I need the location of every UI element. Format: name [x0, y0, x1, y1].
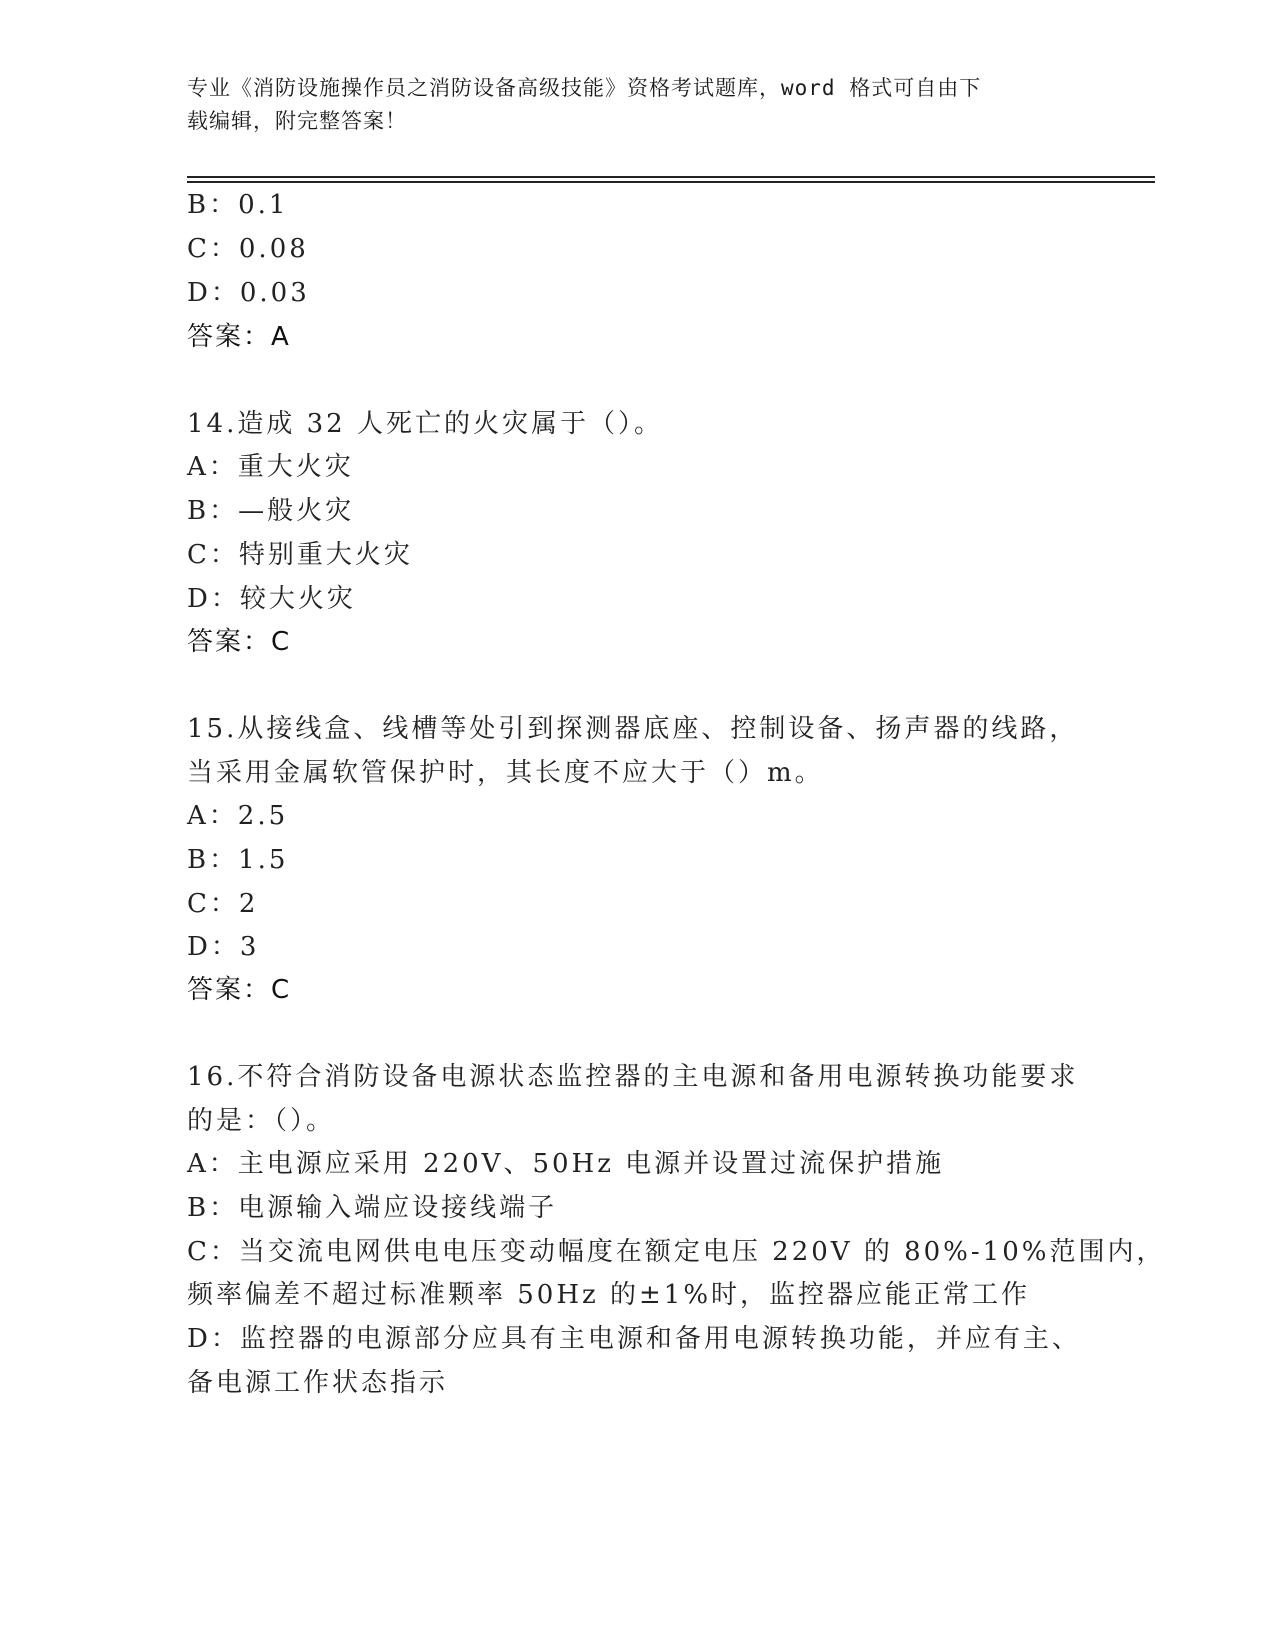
q15-question-line-2: 当采用金属软管保护时，其长度不应大于（）m。 — [187, 758, 824, 788]
q15-option-b: B：1.5 — [187, 845, 289, 875]
header-rule-top — [187, 176, 1155, 178]
q16-option-a: A：主电源应采用 220V、50Hz 电源并设置过流保护措施 — [187, 1149, 945, 1179]
q16-option-c-line-2: 频率偏差不超过标准颗率 50Hz 的±1%时，监控器应能正常工作 — [187, 1280, 1031, 1310]
q14-question: 14.造成 32 人死亡的火灾属于（）。 — [187, 409, 663, 439]
document-header — [187, 72, 1067, 138]
q16-question-line-2: 的是：（）。 — [187, 1106, 336, 1136]
header-rule-bottom — [187, 181, 1155, 183]
q15-option-a: A：2.5 — [187, 801, 289, 831]
q14-option-b: B：—般火灾 — [187, 496, 355, 526]
q16-question-line-1: 16.不符合消防设备电源状态监控器的主电源和备用电源转换功能要求 — [187, 1062, 1079, 1092]
q13-option-d: D：0.03 — [187, 278, 310, 308]
q14-answer: 答案：C — [187, 627, 292, 657]
q16-option-b: B：电源输入端应设接线端子 — [187, 1193, 558, 1223]
q16-option-d-line-1: D：监控器的电源部分应具有主电源和备用电源转换功能，并应有主、 — [187, 1324, 1081, 1354]
q15-option-c: C：2 — [187, 889, 259, 919]
q13-answer: 答案：A — [187, 322, 291, 352]
q16-option-d-line-2: 备电源工作状态指示 — [187, 1368, 449, 1398]
q14-option-a: A：重大火灾 — [187, 452, 354, 482]
q13-option-c: C：0.08 — [187, 234, 309, 264]
header-line-1: 专业《消防设施操作员之消防设备高级技能》资格考试题库，word 格式可自由下 — [187, 76, 982, 100]
q14-option-d: D：较大火灾 — [187, 584, 356, 614]
q13-option-b: B：0.1 — [187, 190, 289, 220]
q15-question-line-1: 15.从接线盒、线槽等处引到探测器底座、控制设备、扬声器的线路， — [187, 714, 1079, 744]
q15-answer: 答案：C — [187, 975, 292, 1005]
q15-option-d: D：3 — [187, 932, 260, 962]
header-line-2: 载编辑，附完整答案！ — [187, 109, 407, 133]
q16-option-c-line-1: C：当交流电网供电电压变动幅度在额定电压 220V 的 80%-10%范围内， — [187, 1237, 1166, 1267]
q14-option-c: C：特别重大火灾 — [187, 540, 413, 570]
